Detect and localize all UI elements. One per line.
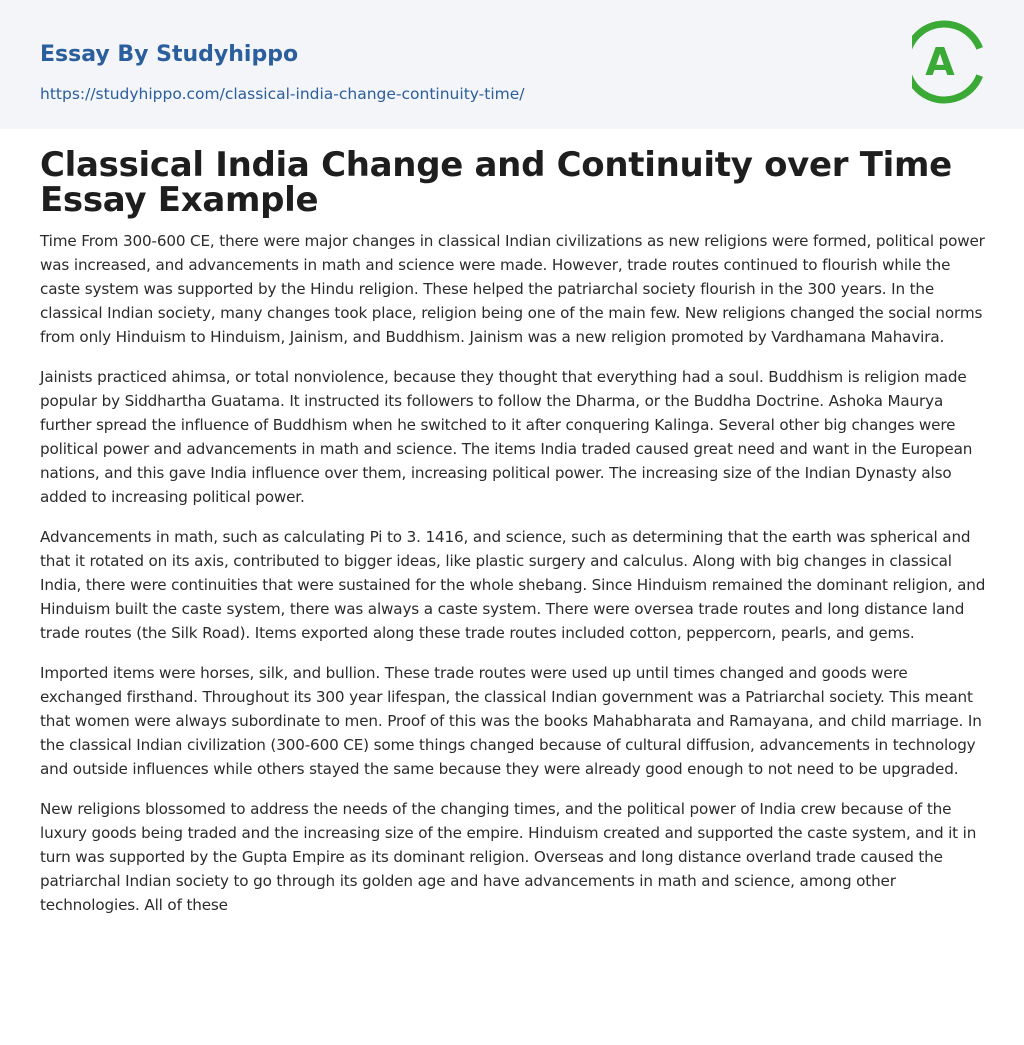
essay-paragraph: Time From 300-600 CE, there were major changes in classical Indian civilizations as new religions were formed, political power was increased, and advancements in math and science were made. However, trade routes continued to flourish while the caste system was supported by the Hindu religion. These helped the patriarchal society flourish in the 300 years. In the classical Indian society, many changes took place, religion being one of the main few. New religions changed the social norms from only Hinduism to Hinduism, Jainism, and Buddhism. Jainism was a new religion promoted by Vardhamana Mahavira. [40, 232, 985, 346]
page-title: Classical India Change and Continuity over Time Essay Example [40, 145, 952, 220]
brand-title[interactable]: Essay By Studyhippo [40, 42, 299, 67]
essay-paragraph: Imported items were horses, silk, and bullion. These trade routes were used up until times changed and goods were exchanged firsthand. Throughout its 300 year lifespan, the classical Indian government was a Patriarchal society. This meant that women were always subordinate to men. Proof of this was the books Mahabharata and Ramayana, and child marriage. In the classical Indian civilization (300-600 CE) some things changed because of cultural diffusion, advancements in technology and outside influences while others stayed the same because they were already good enough to not need to be upgraded. [40, 664, 982, 778]
logo-letter: A [925, 40, 955, 84]
studyhippo-logo-icon[interactable] [912, 19, 986, 105]
essay-body [40, 229, 990, 933]
site-header [0, 0, 1024, 129]
source-url-link[interactable]: https://studyhippo.com/classical-india-change-continuity-time/ [40, 85, 525, 103]
essay-paragraph: Jainists practiced ahimsa, or total nonviolence, because they thought that everything had a soul. Buddhism is religion made popular by Siddhartha Guatama. It instructed its followers to follow the Dharma, or the Buddha Doctrine. Ashoka Maurya further spread the influence of Buddhism when he switched to it after conquering Kalinga. Several other big changes were political power and advancements in math and science. The items India traded caused great need and want in the European nations, and this gave India influence over them, increasing political power. The increasing size of the Indian Dynasty also added to increasing political power. [40, 368, 973, 506]
essay-paragraph: Advancements in math, such as calculating Pi to 3. 1416, and science, such as determining that the earth was spherical and that it rotated on its axis, contributed to bigger ideas, like plastic surgery and calculus. Along with big changes in classical India, there were continuities that were sustained for the whole shebang. Since Hinduism remained the dominant religion, and Hinduism built the caste system, there was always a caste system. There were oversea trade routes and long distance land trade routes (the Silk Road). Items exported along these trade routes included cotton, peppercorn, pearls, and gems. [40, 528, 986, 642]
essay-paragraph: New religions blossomed to address the needs of the changing times, and the political power of India crew because of the luxury goods being traded and the increasing size of the empire. Hinduism created and supported the caste system, and it in turn was supported by the Gupta Empire as its dominant religion. Overseas and long distance overland trade caused the patriarchal Indian society to go through its golden age and have advancements in math and science, among other technologies. All of these [40, 800, 977, 914]
